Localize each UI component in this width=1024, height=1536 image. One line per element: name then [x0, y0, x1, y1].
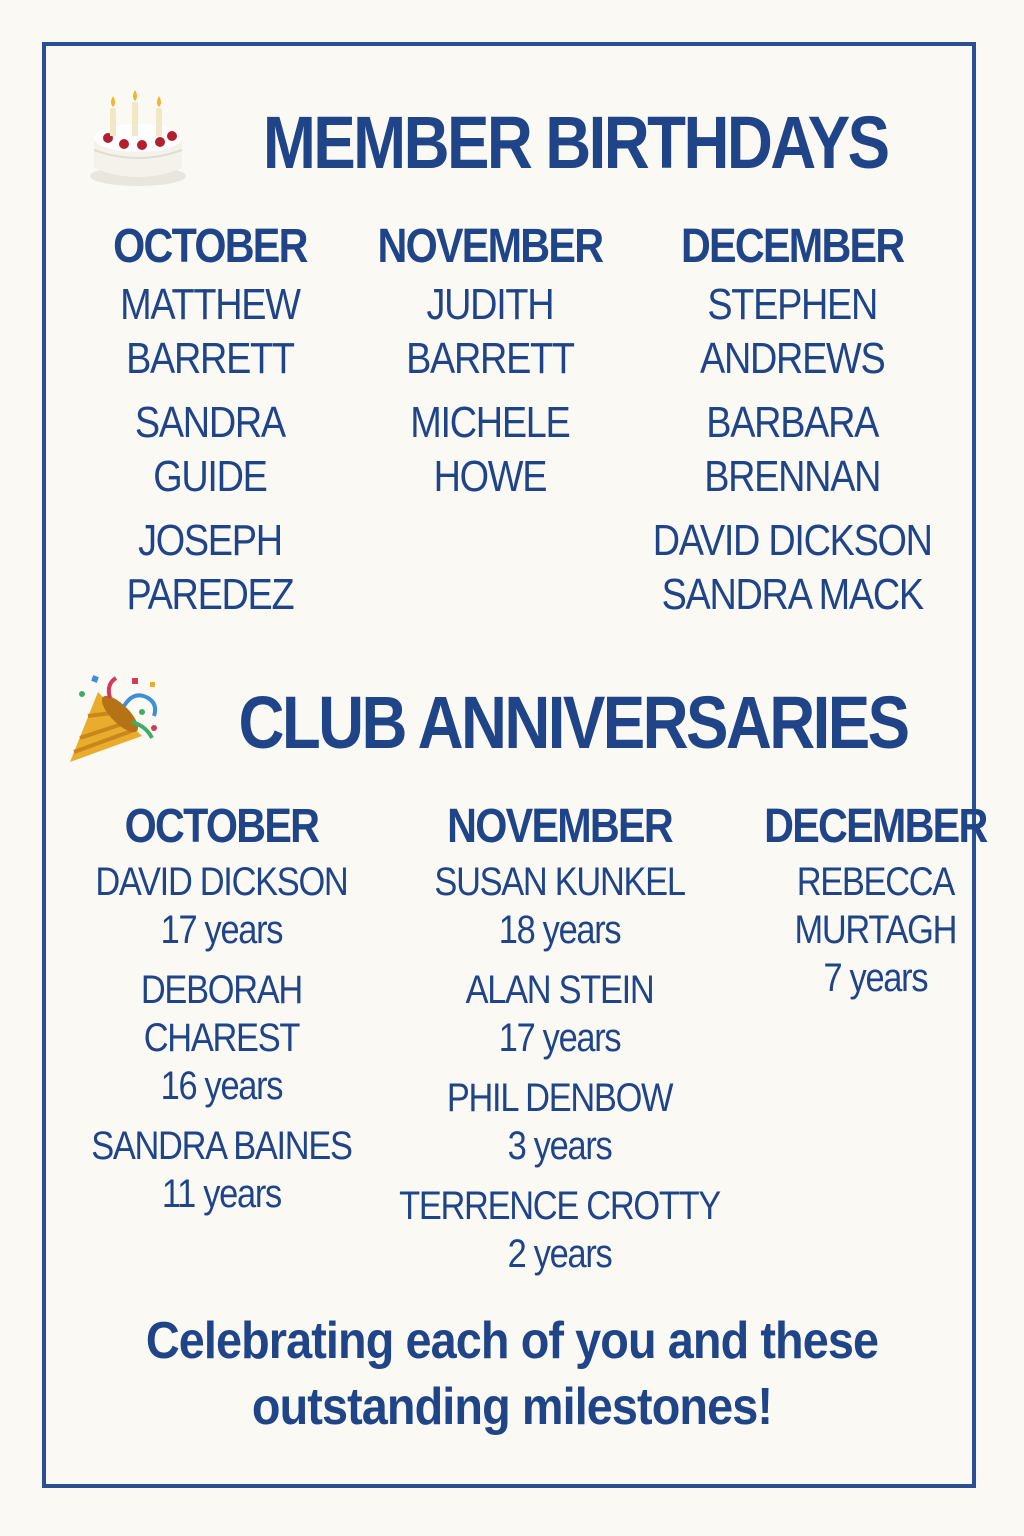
list-item: SANDRA BAINES 11 years	[91, 1124, 352, 1216]
list-item: STEPHEN ANDREWS	[699, 280, 884, 383]
anniversaries-columns	[70, 796, 987, 1290]
anniversaries-heading	[0, 672, 1024, 772]
birthday-cake-icon	[86, 90, 190, 195]
footer-message: Celebrating each of you and these outstanding milestones!	[145, 1312, 879, 1436]
anniversaries-column-november	[373, 796, 746, 1290]
month-heading: DECEMBER	[680, 220, 904, 273]
list-item: PHIL DENBOW 3 years	[446, 1076, 673, 1168]
list-item: SUSAN KUNKEL 18 years	[434, 860, 685, 952]
list-item: DAVID DICKSON SANDRA MACK	[652, 516, 932, 619]
month-heading: DECEMBER	[764, 800, 987, 853]
month-heading: NOVEMBER	[446, 800, 672, 853]
list-item: SANDRA GUIDE	[134, 398, 285, 501]
list-item: MATTHEW BARRETT	[120, 280, 300, 383]
list-item: JOSEPH PAREDEZ	[126, 516, 294, 619]
birthdays-columns	[70, 216, 954, 632]
party-popper-icon	[62, 672, 162, 773]
list-item: BARBARA BRENNAN	[703, 398, 880, 501]
birthdays-column-november	[350, 216, 630, 632]
list-item: DAVID DICKSON 17 years	[95, 860, 348, 952]
month-heading: OCTOBER	[113, 220, 307, 273]
anniversaries-title: CLUB ANNIVERSARIES	[238, 680, 908, 764]
birthdays-title: MEMBER BIRTHDAYS	[262, 100, 888, 184]
list-item: REBECCA MURTAGH 7 years	[794, 860, 957, 1000]
anniversaries-column-december	[746, 796, 1005, 1290]
list-item: DEBORAH CHAREST 16 years	[140, 968, 302, 1108]
list-item: MICHELE HOWE	[410, 398, 570, 501]
anniversaries-column-october	[70, 796, 373, 1290]
list-item: JUDITH BARRETT	[405, 280, 574, 383]
birthdays-column-october	[70, 216, 350, 632]
month-heading: NOVEMBER	[377, 220, 603, 273]
list-item: ALAN STEIN 17 years	[465, 968, 654, 1060]
birthdays-heading	[0, 92, 1024, 192]
birthdays-column-december	[630, 216, 954, 632]
month-heading: OCTOBER	[124, 800, 319, 853]
list-item: TERRENCE CROTTY 2 years	[398, 1184, 720, 1276]
